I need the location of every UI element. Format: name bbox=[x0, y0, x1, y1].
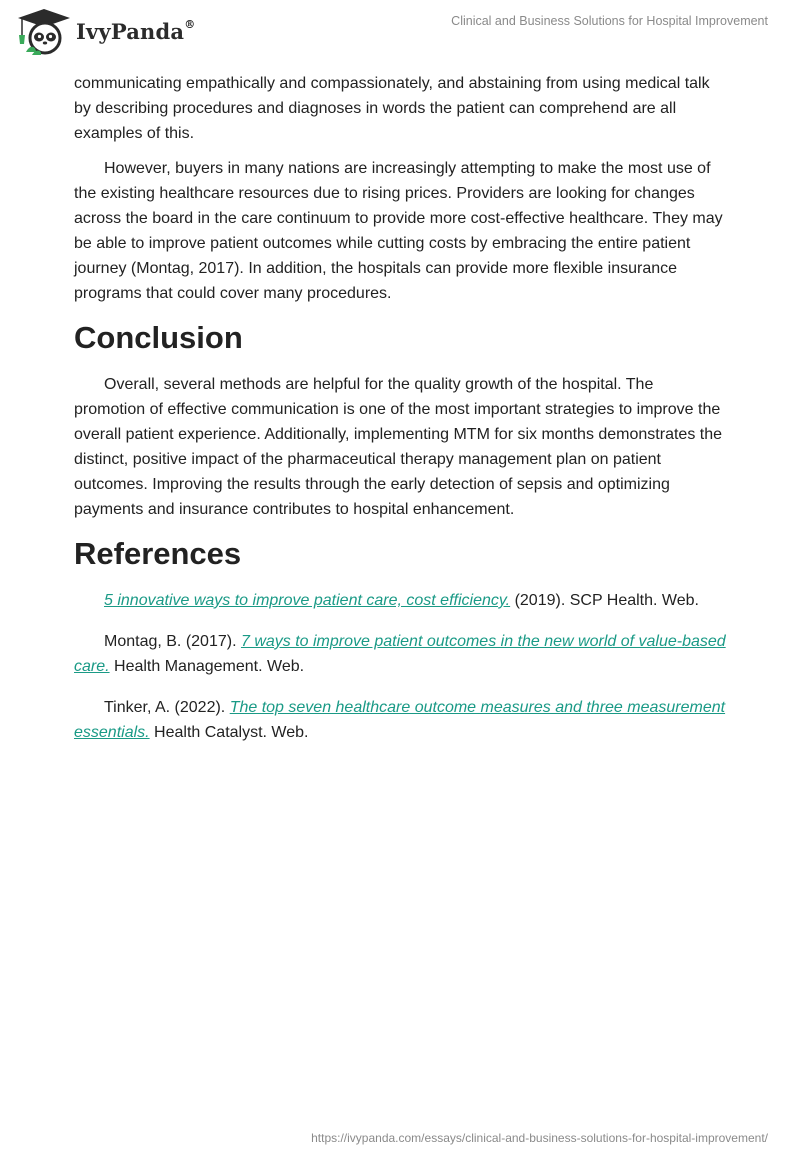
conclusion-heading: Conclusion bbox=[74, 320, 243, 355]
reference-suffix: Health Catalyst. Web. bbox=[149, 724, 309, 741]
brand-name bbox=[76, 19, 195, 44]
panda-graduation-cap-icon bbox=[14, 8, 72, 58]
references-heading: References bbox=[74, 536, 242, 571]
ivypanda-logo[interactable] bbox=[14, 8, 194, 58]
reference-item bbox=[74, 695, 726, 745]
reference-link[interactable]: 7 ways to improve patient outcomes in the new world of value-based care. bbox=[74, 633, 726, 675]
reference-item bbox=[74, 629, 726, 679]
page-header bbox=[0, 0, 800, 72]
reference-suffix: Health Management. Web. bbox=[109, 658, 305, 675]
reference-suffix: (2019). SCP Health. Web. bbox=[510, 592, 699, 609]
reference-prefix: Tinker, A. (2022). bbox=[104, 699, 230, 716]
registered-mark: ® bbox=[184, 18, 196, 31]
reference-prefix: Montag, B. (2017). bbox=[104, 633, 241, 650]
essay-content bbox=[74, 71, 726, 761]
reference-link[interactable]: 5 innovative ways to improve patient care, cost efficiency. bbox=[104, 592, 511, 609]
reference-link[interactable]: The top seven healthcare outcome measures and three measurement essentials. bbox=[74, 699, 726, 741]
paragraph-continued: communicating empathically and compassionately, and abstaining from using medical talk by describing procedures and diagnoses in words the patient can comprehend are all examples of this. bbox=[74, 75, 710, 142]
page-url[interactable]: https://ivypanda.com/essays/clinical-and-business-solutions-for-hospital-improvement/ bbox=[311, 1131, 768, 1145]
conclusion-paragraph: Overall, several methods are helpful for the quality growth of the hospital. The promotion of effective communication is one of the most important strategies to improve the overall patient experience. Additionally, implementing MTM for six months demonstrates the distinct, positive impact of the pharmaceutical therapy management plan on patient outcomes. Improving the results through the early detection of sepsis and optimizing payments and insurance contributes to hospital enhancement. bbox=[74, 376, 723, 518]
paragraph-costs: However, buyers in many nations are increasingly attempting to make the most use of the existing healthcare resources due to rising prices. Providers are looking for changes across the board in the care continuum to provide more cost-effective healthcare. They may be able to improve patient outcomes while cutting costs by embracing the entire patient journey (Montag, 2017). In addition, the hospitals can provide more flexible insurance programs that could cover many procedures. bbox=[74, 160, 723, 302]
reference-item bbox=[74, 588, 726, 613]
document-title: Clinical and Business Solutions for Hospital Improvement bbox=[451, 14, 768, 28]
brand-name-text: IvyPanda bbox=[76, 19, 185, 44]
